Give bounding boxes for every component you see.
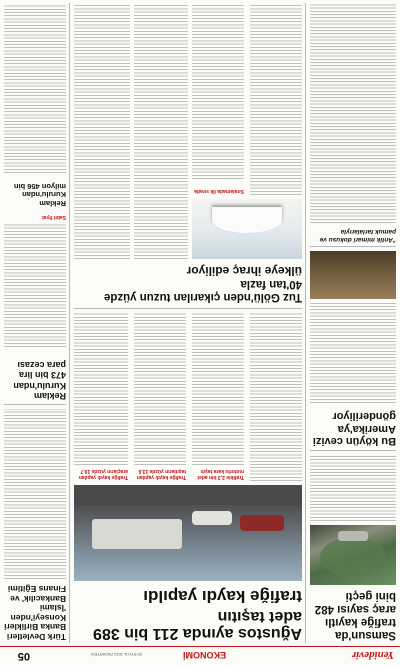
tree-shape bbox=[320, 537, 386, 577]
reklam-headline-2: Reklam Kurulu'ndan milyon 456 bin bbox=[13, 181, 66, 208]
pull-quote: "Antik mimari dokusu ve pamuk tarlalarıyla bbox=[319, 228, 396, 243]
traffic-photo bbox=[74, 485, 302, 581]
main-headline-line2: trafiğe kaydı yapıldı bbox=[143, 587, 302, 606]
tuz-headline-line2: ülkeye ihraç ediliyor bbox=[186, 264, 302, 278]
subhead: Trafikte 2,3 bin adet motorlu kara taşıtı bbox=[197, 468, 244, 480]
samsun-body-text bbox=[310, 455, 396, 521]
car-shape bbox=[338, 531, 368, 541]
ceviz-photo bbox=[310, 251, 396, 299]
ceviz-body-text bbox=[310, 303, 396, 403]
samsun-headline: Samsun'da trafiğe kayıtlı araç sayısı 482 bini geçti bbox=[314, 590, 396, 641]
section-title: EKONOMİ bbox=[182, 650, 226, 660]
reklam-body-text-2 bbox=[4, 4, 66, 173]
subhead: Sabit fiyat bbox=[42, 214, 66, 220]
masthead bbox=[0, 645, 400, 665]
bus-shape bbox=[92, 519, 182, 549]
main-headline-line1: Ağustos ayında 211 bin 389 adet taşıtın bbox=[93, 608, 302, 642]
subhead: Trafiğe kaydı yapılan araçların yüzde 19,7 bbox=[78, 468, 128, 480]
salt-lake-photo bbox=[192, 199, 302, 259]
masthead-rule bbox=[0, 646, 400, 647]
reklam-body-text bbox=[4, 223, 66, 347]
date-line: 20 EYLÜL 2021 PAZARTESİ bbox=[90, 652, 142, 657]
car-shape-2 bbox=[240, 515, 284, 531]
samsun-photo bbox=[310, 525, 396, 585]
subhead: Trafiğe kaydı yapılan taşıtların yüzde 13,6 bbox=[136, 468, 186, 480]
road-shape bbox=[74, 485, 302, 505]
page-number: 05 bbox=[17, 650, 30, 662]
reklam-headline: Reklam Kurulu'ndan 473 bin lira para cezası bbox=[13, 359, 66, 401]
car-shape-3 bbox=[192, 511, 232, 525]
ceviz-headline: Bu köyün cevizi Amerika'ya gönderiliyor bbox=[312, 410, 396, 447]
subhead: Sıralamada ilk sırada bbox=[194, 188, 244, 194]
banka-headline: Türk Devletleri Banka Birlikleri Konseyi'nden 'İslami Bankacılık' ve Finans Eğitimi bbox=[4, 584, 66, 642]
ceviz-body-text-2 bbox=[310, 4, 396, 223]
salt-mound bbox=[212, 207, 282, 233]
brand-logo: Yenidevir bbox=[351, 649, 394, 661]
tuz-headline-line1: Tuz Gölü'nden çıkarılan tuzun yüzde 40'tan fazla bbox=[103, 278, 302, 303]
banka-body-text bbox=[4, 409, 66, 579]
